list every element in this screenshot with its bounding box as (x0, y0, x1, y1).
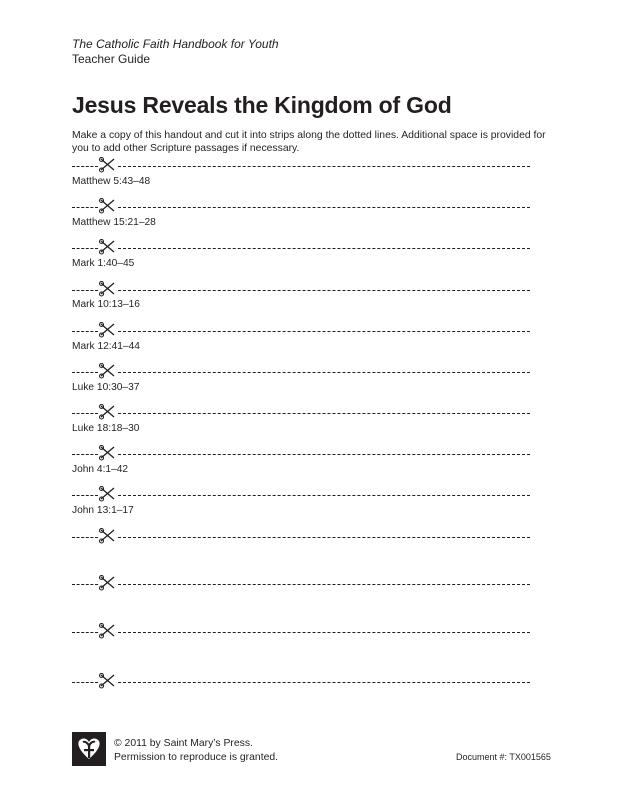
scissors-icon (98, 239, 118, 255)
scissors-icon (98, 198, 118, 214)
cut-line (72, 325, 530, 335)
permission-line: Permission to reproduce is granted. (114, 751, 279, 763)
scissors-icon (98, 404, 118, 420)
cut-line (72, 626, 530, 636)
passage-strip: Mark 12:41–44 (72, 341, 140, 352)
cut-line (72, 242, 530, 252)
cut-line (72, 578, 530, 588)
passage-strip: John 4:1–42 (72, 464, 129, 475)
scissors-icon (98, 281, 118, 297)
cut-line (72, 676, 530, 686)
cut-line (72, 448, 530, 458)
copyright-line: © 2011 by Saint Mary’s Press. (114, 738, 253, 749)
scissors-icon (98, 322, 118, 338)
guide-label: Teacher Guide (72, 52, 151, 66)
cut-line (72, 284, 530, 294)
scissors-icon (98, 445, 118, 461)
scissors-icon (98, 673, 118, 689)
scissors-icon (98, 157, 118, 173)
instructions-text: Make a copy of this handout and cut it into strips along the dotted lines. Additional space is provided for you to add other Scripture passages if necessary. (72, 130, 546, 154)
publisher-logo (72, 732, 106, 771)
cut-line (72, 489, 530, 499)
copyright-notice (114, 737, 278, 764)
passage-strip: Matthew 5:43–48 (72, 176, 151, 187)
page-title: Jesus Reveals the Kingdom of God (72, 92, 452, 118)
scissors-icon (98, 528, 118, 544)
cut-line (72, 201, 530, 211)
cut-line (72, 407, 530, 417)
page-header (72, 37, 279, 67)
scissors-icon (98, 623, 118, 639)
document-number: Document #: TX001565 (456, 752, 551, 762)
passage-strip: Mark 10:13–16 (72, 299, 140, 310)
cut-line (72, 531, 530, 541)
scissors-icon (98, 363, 118, 379)
passage-strip: Luke 18:18–30 (72, 423, 140, 434)
scissors-icon (98, 575, 118, 591)
passage-strip: Mark 1:40–45 (72, 258, 135, 269)
book-title: The Catholic Faith Handbook for Youth (72, 37, 279, 51)
scissors-icon (98, 486, 118, 502)
cut-line (72, 366, 530, 376)
passage-strip: John 13:1–17 (72, 505, 134, 516)
passage-strip: Matthew 15:21–28 (72, 217, 156, 228)
passage-strip: Luke 10:30–37 (72, 382, 140, 393)
cut-line (72, 160, 530, 170)
